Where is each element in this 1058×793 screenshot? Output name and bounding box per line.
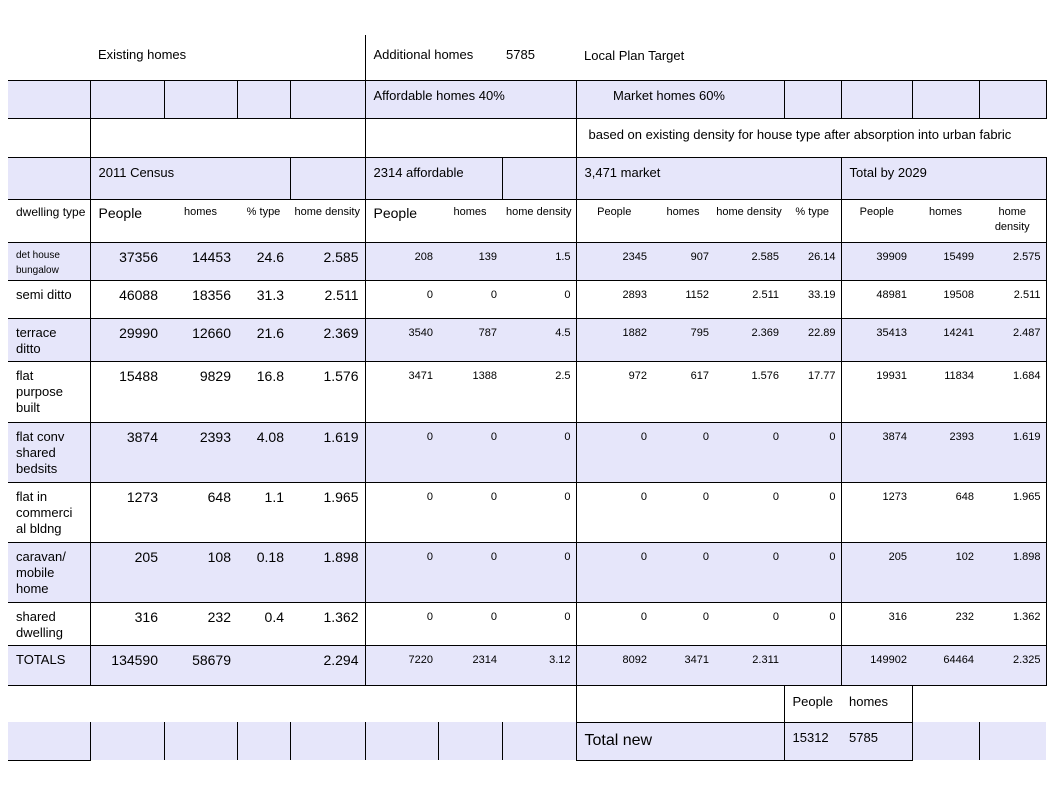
aff-homes: 139 [438,242,502,280]
census-density: 1.362 [290,602,365,645]
tot-density: 1.965 [979,482,1046,542]
dwelling-type: det house bungalow [8,242,90,280]
table-row [8,242,1046,280]
table-row [8,361,1046,422]
census-pct: 1.1 [237,482,290,542]
census-pct: 24.6 [237,242,290,280]
mkt-density: 0 [714,542,784,602]
census-homes: 14453 [164,242,237,280]
summary-label-row [8,685,1046,722]
tot-density: 1.898 [979,542,1046,602]
mkt-pct: 33.19 [784,280,841,318]
aff-people-total: 7220 [365,645,438,685]
mkt-people: 0 [576,602,652,645]
aff-people: 208 [365,242,438,280]
mkt-homes: 617 [652,361,714,422]
tot-people: 35413 [841,318,912,361]
dwelling-type: flat in commerci al bldng [8,482,90,542]
census-people: 205 [90,542,164,602]
aff-density: 2.5 [502,361,576,422]
mkt-people: 1882 [576,318,652,361]
mkt-density: 2.369 [714,318,784,361]
mkt-homes: 1152 [652,280,714,318]
table-row [8,318,1046,361]
col-aff-density: home density [502,199,576,242]
col-tot-homes: homes [912,199,979,242]
aff-density: 0 [502,280,576,318]
total-group-label: Total by 2029 [841,157,1046,199]
col-census-pct: % type [237,199,290,242]
summary-total-people: 15312 [784,722,841,760]
col-aff-homes: homes [438,199,502,242]
census-homes-total: 58679 [164,645,237,685]
col-mkt-homes: homes [652,199,714,242]
mkt-pct: 0 [784,542,841,602]
tot-density: 2.487 [979,318,1046,361]
aff-people: 3471 [365,361,438,422]
census-density: 1.576 [290,361,365,422]
totals-label: TOTALS [8,645,90,685]
mkt-density: 0 [714,602,784,645]
table-row [8,602,1046,645]
tot-people: 48981 [841,280,912,318]
tot-people-total: 149902 [841,645,912,685]
col-tot-people: People [841,199,912,242]
tot-homes: 2393 [912,422,979,482]
aff-density: 0 [502,482,576,542]
tot-density: 2.511 [979,280,1046,318]
col-tot-density: home density [979,199,1046,242]
mkt-density: 0 [714,482,784,542]
aff-homes: 0 [438,422,502,482]
mkt-homes: 0 [652,482,714,542]
census-homes: 232 [164,602,237,645]
aff-people: 3540 [365,318,438,361]
header-row-2 [8,80,1046,118]
market-group-label: 3,471 market [576,157,841,199]
tot-density-total: 2.325 [979,645,1046,685]
mkt-density: 1.576 [714,361,784,422]
aff-people: 0 [365,602,438,645]
mkt-people: 0 [576,542,652,602]
mkt-people: 0 [576,422,652,482]
aff-homes: 0 [438,280,502,318]
tot-density: 1.684 [979,361,1046,422]
col-census-homes: homes [164,199,237,242]
census-homes: 648 [164,482,237,542]
census-pct: 16.8 [237,361,290,422]
mkt-pct: 0 [784,422,841,482]
dwelling-type: shared dwelling [8,602,90,645]
mkt-homes: 0 [652,602,714,645]
mkt-people: 2345 [576,242,652,280]
col-mkt-pct: % type [784,199,841,242]
census-people: 316 [90,602,164,645]
aff-density: 0 [502,422,576,482]
census-density: 1.898 [290,542,365,602]
census-pct: 0.18 [237,542,290,602]
mkt-people: 0 [576,482,652,542]
mkt-people: 972 [576,361,652,422]
tot-people: 316 [841,602,912,645]
census-pct: 4.08 [237,422,290,482]
census-people: 15488 [90,361,164,422]
aff-homes: 1388 [438,361,502,422]
dwelling-type: flat purpose built [8,361,90,422]
table-row [8,542,1046,602]
aff-homes-total: 2314 [438,645,502,685]
tot-people: 1273 [841,482,912,542]
census-people-total: 134590 [90,645,164,685]
summary-total-homes: 5785 [841,722,912,760]
aff-homes: 0 [438,542,502,602]
mkt-homes-total: 3471 [652,645,714,685]
census-density: 1.965 [290,482,365,542]
housing-table [8,35,1047,761]
tot-people: 3874 [841,422,912,482]
mkt-people: 2893 [576,280,652,318]
tot-people: 205 [841,542,912,602]
tot-homes: 14241 [912,318,979,361]
existing-homes-label: Existing homes [90,35,290,80]
census-people: 1273 [90,482,164,542]
col-census-people: People [90,199,164,242]
col-dwelling-type: dwelling type [8,199,90,242]
census-group-label: 2011 Census [90,157,237,199]
mkt-density-total: 2.311 [714,645,784,685]
aff-people: 0 [365,422,438,482]
census-homes: 2393 [164,422,237,482]
tot-homes: 102 [912,542,979,602]
additional-homes-value: 5785 [502,35,576,80]
mkt-density: 2.511 [714,280,784,318]
mkt-homes: 0 [652,542,714,602]
census-pct: 31.3 [237,280,290,318]
col-mkt-density: home density [714,199,784,242]
totals-row [8,645,1046,685]
tot-homes: 19508 [912,280,979,318]
dwelling-type: semi ditto [8,280,90,318]
dwelling-type: caravan/ mobile home [8,542,90,602]
aff-homes: 0 [438,602,502,645]
mkt-density: 0 [714,422,784,482]
total-new-label: Total new [576,722,784,760]
tot-homes-total: 64464 [912,645,979,685]
census-people: 29990 [90,318,164,361]
header-row-3 [8,118,1046,157]
aff-people: 0 [365,482,438,542]
mkt-homes: 0 [652,422,714,482]
mkt-pct: 0 [784,602,841,645]
aff-density: 0 [502,542,576,602]
aff-density-total: 3.12 [502,645,576,685]
census-density: 2.369 [290,318,365,361]
mkt-density: 2.585 [714,242,784,280]
tot-density: 1.362 [979,602,1046,645]
column-header-row [8,199,1046,242]
col-census-density: home density [290,199,365,242]
aff-homes: 0 [438,482,502,542]
mkt-pct: 22.89 [784,318,841,361]
mkt-pct: 17.77 [784,361,841,422]
tot-people: 39909 [841,242,912,280]
census-pct: 0.4 [237,602,290,645]
mkt-homes: 907 [652,242,714,280]
census-homes: 12660 [164,318,237,361]
mkt-pct-total [784,645,841,685]
mkt-people-total: 8092 [576,645,652,685]
census-homes: 18356 [164,280,237,318]
census-pct: 21.6 [237,318,290,361]
summary-homes-label: homes [841,685,912,722]
census-people: 46088 [90,280,164,318]
census-people: 3874 [90,422,164,482]
affordable-group-label: 2314 affordable [365,157,502,199]
tot-density: 2.575 [979,242,1046,280]
census-people: 37356 [90,242,164,280]
aff-people: 0 [365,280,438,318]
table-row [8,280,1046,318]
census-density: 2.511 [290,280,365,318]
dwelling-type: flat conv shared bedsits [8,422,90,482]
tot-homes: 232 [912,602,979,645]
mkt-pct: 26.14 [784,242,841,280]
tot-homes: 648 [912,482,979,542]
aff-density: 4.5 [502,318,576,361]
table-row [8,422,1046,482]
market-homes-label: Market homes 60% [576,80,784,118]
aff-people: 0 [365,542,438,602]
census-density: 1.619 [290,422,365,482]
census-density: 2.585 [290,242,365,280]
col-aff-people: People [365,199,438,242]
aff-homes: 787 [438,318,502,361]
tot-homes: 15499 [912,242,979,280]
aff-density: 0 [502,602,576,645]
mkt-pct: 0 [784,482,841,542]
summary-total-row [8,722,1046,760]
census-homes: 108 [164,542,237,602]
census-pct-total [237,645,290,685]
affordable-homes-label: Affordable homes 40% [365,80,576,118]
density-note: based on existing density for house type after absorption into urban fabric [576,118,1046,157]
summary-people-label: People [784,685,841,722]
table-row [8,482,1046,542]
tot-people: 19931 [841,361,912,422]
group-header-row [8,157,1046,199]
additional-homes-label: Additional homes [365,35,502,80]
mkt-homes: 795 [652,318,714,361]
local-plan-target: Local Plan Target [576,35,784,80]
tot-homes: 11834 [912,361,979,422]
census-homes: 9829 [164,361,237,422]
tot-density: 1.619 [979,422,1046,482]
header-row-1 [8,35,1046,80]
col-mkt-people: People [576,199,652,242]
census-density-total: 2.294 [290,645,365,685]
dwelling-type: terrace ditto [8,318,90,361]
aff-density: 1.5 [502,242,576,280]
